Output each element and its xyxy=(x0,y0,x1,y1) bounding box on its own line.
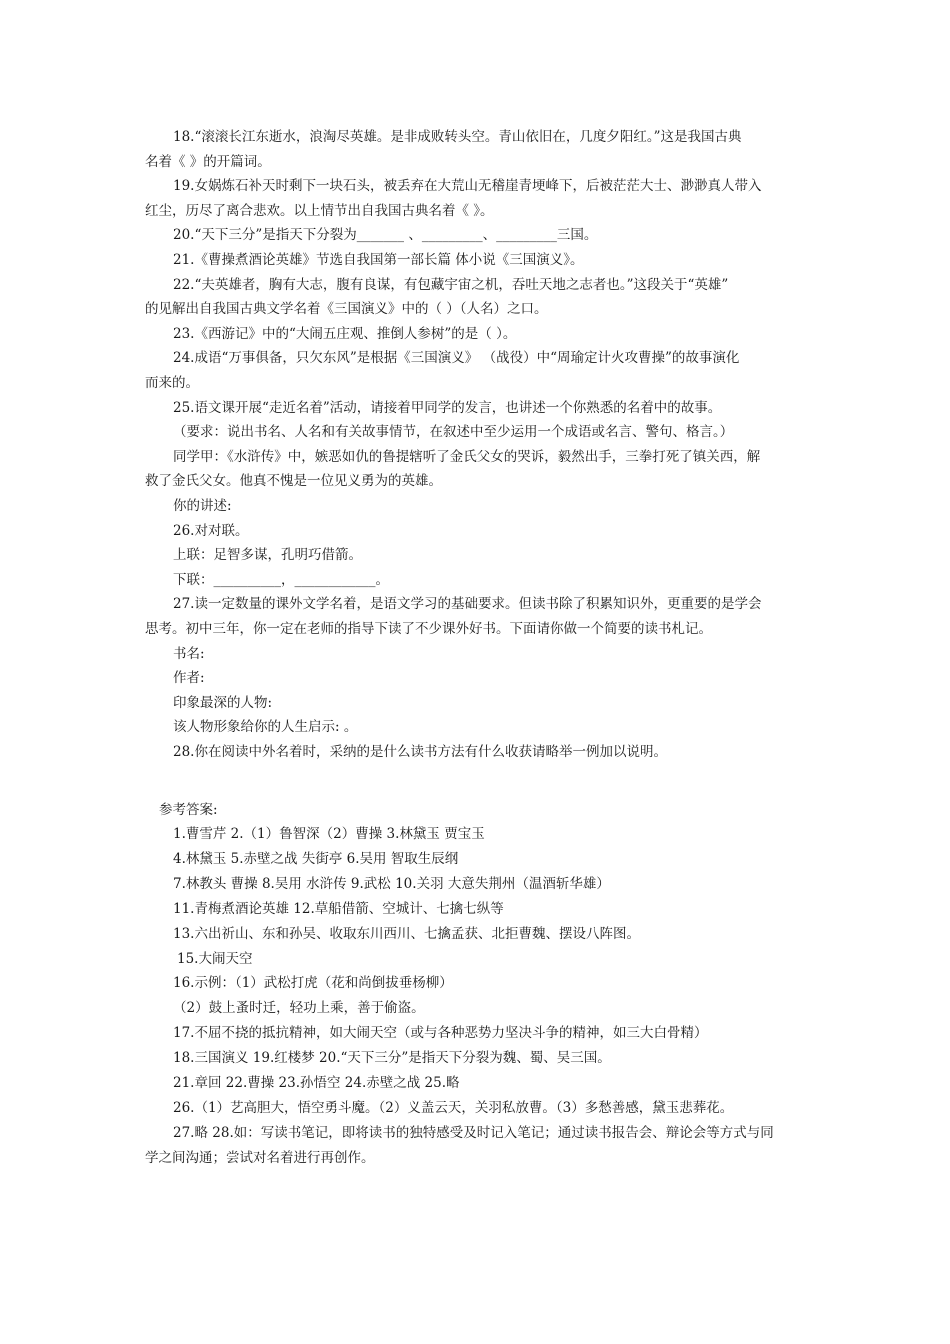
answer-line: 13.六出祈山、东和孙吴、收取东川西川、七擒孟获、北拒曹魏、摆设八阵图。 xyxy=(173,925,640,942)
question-line: 23.《西游记》中的“大闹五庄观、推倒人参树”的是（ ）。 xyxy=(173,325,517,342)
question-line: 27.读一定数量的课外文学名着，是语文学习的基础要求。但读书除了积累知识外，更重要的是学会 xyxy=(173,596,762,613)
answer-line: 18.三国演义 19.红楼梦 20.“天下三分”是指天下分裂为魏、蜀、吴三国。 xyxy=(173,1050,611,1067)
question-line: 上联：足智多谋，孔明巧借箭。 xyxy=(173,547,362,564)
question-line: 20.“天下三分”是指天下分裂为_______ 、_________、_________三国。 xyxy=(173,227,598,244)
question-line: 印象最深的人物: xyxy=(173,694,273,711)
answer-line: 21.章回 22.曹操 23.孙悟空 24.赤壁之战 25.略 xyxy=(173,1075,460,1091)
question-line: 同学甲：《水浒传》中，嫉恶如仇的鲁提辖听了金氏父女的哭诉，毅然出手，三拳打死了镇关西，解 xyxy=(173,448,761,465)
answer-line: 16.示例：（1）武松打虎（花和尚倒拔垂杨柳） xyxy=(173,975,453,992)
question-line: 19.女娲炼石补天时剩下一块石头，被丢弃在大荒山无稽崖青埂峰下，后被茫茫大士、渺渺真人带入 xyxy=(173,178,762,195)
answer-line: （2）鼓上蚤时迁，轻功上乘，善于偷盗。 xyxy=(173,1000,425,1017)
question-line: 21.《曹操煮酒论英雄》节选自我国第一部长篇 体小说《三国演义》。 xyxy=(173,252,584,268)
question-line: 书名: xyxy=(173,645,205,662)
question-line: 18.“滚滚长江东逝水，浪淘尽英雄。是非成败转头空。青山依旧在，几度夕阳红。”这是我国古典 xyxy=(173,129,742,145)
question-line: 28.你在阅读中外名着时，采纳的是什么读书方法有什么收获请略举一例加以说明。 xyxy=(173,744,667,760)
question-line: 22.“夫英雄者，胸有大志，腹有良谋，有包藏宇宙之机，吞吐天地之志者也。”这段关于“英雄” xyxy=(173,276,729,293)
question-line: 25.语文课开展“走近名着”活动，请接着甲同学的发言，也讲述一个你熟悉的名着中的故事。 xyxy=(173,399,722,416)
question-line: （要求：说出书名、人名和有关故事情节，在叙述中至少运用一个成语或名言、警句、格言。） xyxy=(173,424,734,441)
answer-line: 15.大闹天空 xyxy=(177,950,253,967)
question-line: 名着《 》的开篇词。 xyxy=(145,153,271,170)
answer-line: 4.林黛玉 5.赤壁之战 失街亭 6.吴用 智取生辰纲 xyxy=(173,850,459,867)
answer-line: 1.曹雪芹 2.（1）鲁智深（2）曹操 3.林黛玉 贾宝玉 xyxy=(173,826,485,842)
answer-line: 学之间沟通；尝试对名着进行再创作。 xyxy=(145,1149,375,1166)
question-line: 你的讲述: xyxy=(173,498,232,514)
question-line: 下联：__________，____________。 xyxy=(173,571,389,588)
question-line: 24.成语“万事俱备，只欠东风”是根据《三国演义》 （战役）中“周瑜定计火攻曹操”的故事演化 xyxy=(173,350,740,367)
question-line: 该人物形象给你的人生启示: 。 xyxy=(173,719,358,736)
answer-line: 26.（1）艺高胆大，悟空勇斗魔。（2）义盖云天，关羽私放曹。（3）多愁善感，黛玉悲葬花。 xyxy=(173,1099,734,1116)
question-line: 而来的。 xyxy=(145,375,199,391)
answer-line: 7.林教头 曹操 8.吴用 水浒传 9.武松 10.关羽 大意失荆州（温酒斩华雄） xyxy=(173,875,610,892)
question-line: 的见解出自我国古典文学名着《三国演义》中的（ ）（人名）之口。 xyxy=(145,301,548,318)
question-line: 思考。初中三年，你一定在老师的指导下读了不少课外好书。下面请你做一个简要的读书札记。 xyxy=(145,621,712,637)
question-line: 红尘，历尽了离合悲欢。以上情节出自我国古典名着《 》。 xyxy=(145,202,494,219)
question-line: 26.对对联。 xyxy=(173,522,249,539)
answer-line: 11.青梅煮酒论英雄 12.草船借箭、空城计、七擒七纵等 xyxy=(173,900,504,917)
answers-title: 参考答案: xyxy=(159,802,218,818)
question-line: 救了金氏父女。他真不愧是一位见义勇为的英雄。 xyxy=(145,473,442,490)
answer-line: 17.不屈不挠的抵抗精神，如大闹天空（或与各种恶势力坚决斗争的精神，如三大白骨精） xyxy=(173,1025,708,1042)
question-line: 作者: xyxy=(173,670,205,687)
answer-line: 27.略 28.如：写读书笔记，即将读书的独特感受及时记入笔记；通过读书报告会、辩论会等方式与同 xyxy=(173,1124,774,1141)
